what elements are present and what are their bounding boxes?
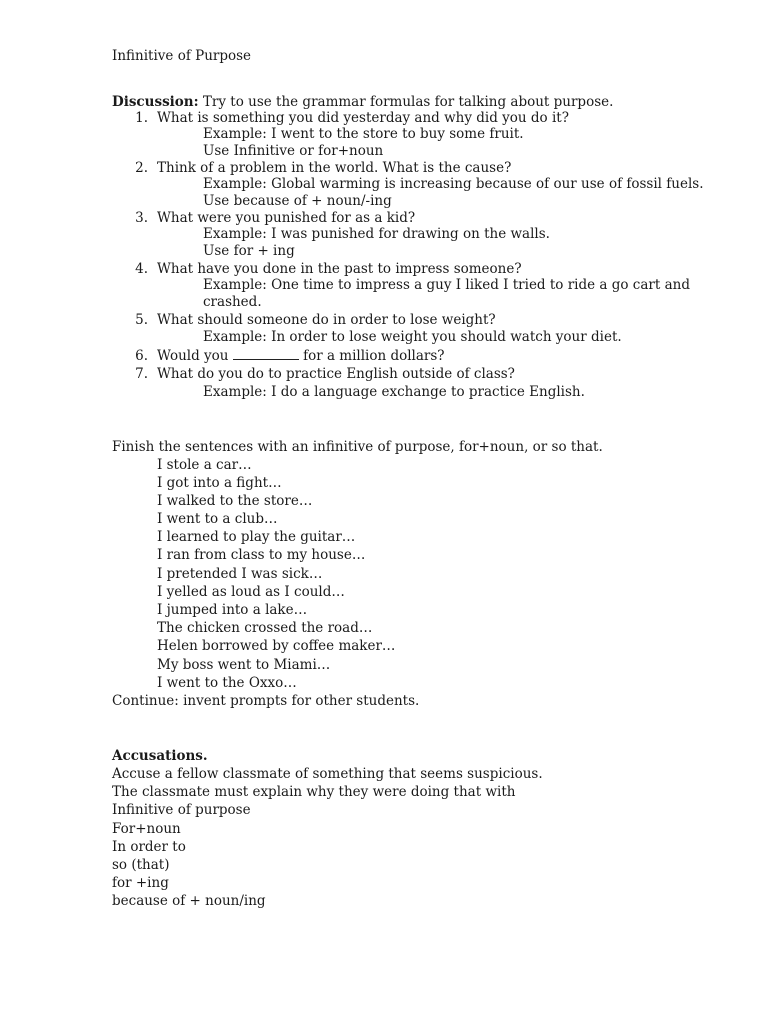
question-note: Use Infinitive or for+noun [203,143,384,159]
accusations-line: In order to [112,839,186,855]
sentence-prompt: I stole a car… [157,457,252,473]
question-text: What do you do to practice English outside of class? [157,366,515,382]
continue-instruction: Continue: invent prompts for other students. [112,693,420,709]
accusations-line: Accuse a fellow classmate of something that seems suspicious. [112,766,543,782]
question-text [157,347,445,365]
question-example: Example: I was punished for drawing on the walls. [203,226,550,242]
question-number: 7. [135,366,148,382]
accusations-heading: Accusations. [112,748,208,764]
question-example: Example: I do a language exchange to practice English. [203,384,585,400]
question-example: Example: In order to lose weight you should watch your diet. [203,329,622,345]
question-text: What were you punished for as a kid? [157,210,416,226]
question-example: Example: I went to the store to buy some fruit. [203,126,524,142]
question-example: Example: One time to impress a guy I liked I tried to ride a go cart and [203,277,690,293]
question-text: What should someone do in order to lose weight? [157,312,496,328]
accusations-line: so (that) [112,857,170,873]
sentence-prompt: I learned to play the guitar… [157,529,356,545]
sentence-prompt: I yelled as loud as I could… [157,584,345,600]
accusations-line: because of + noun/ing [112,893,266,909]
accusations-line: for +ing [112,875,169,891]
question-note: Use for + ing [203,243,295,259]
accusations-line: For+noun [112,821,181,837]
question-note: Use because of + noun/-ing [203,193,392,209]
question-example-cont: crashed. [203,294,262,310]
sentence-prompt: My boss went to Miami… [157,657,331,673]
accusations-line: The classmate must explain why they were doing that with [112,784,516,800]
fill-in-blank [233,347,299,360]
question-number: 2. [135,160,148,176]
sentence-prompt: I jumped into a lake… [157,602,308,618]
sentence-prompt: I walked to the store… [157,493,313,509]
question-number: 3. [135,210,148,226]
sentence-prompt: I went to a club… [157,511,278,527]
question-example: Example: Global warming is increasing because of our use of fossil fuels. [203,176,704,192]
question-number: 1. [135,110,148,126]
discussion-label: Discussion: [112,94,199,110]
sentence-prompt: I got into a fight… [157,475,282,491]
accusations-line: Infinitive of purpose [112,802,251,818]
question-number: 4. [135,261,148,277]
sentence-prompt: I pretended I was sick… [157,566,323,582]
page-title: Infinitive of Purpose [112,48,252,64]
sentence-prompt: The chicken crossed the road… [157,620,373,636]
question-text: Think of a problem in the world. What is the cause? [157,160,512,176]
question-text: What have you done in the past to impress someone? [157,261,522,277]
finish-intro: Finish the sentences with an infinitive of purpose, for+noun, or so that. [112,439,603,455]
sentence-prompt: I ran from class to my house… [157,547,366,563]
question-text-before: Would you [157,348,229,364]
question-number: 5. [135,312,148,328]
question-number: 6. [135,348,148,364]
sentence-prompt: Helen borrowed by coffee maker… [157,638,396,654]
sentence-prompt: I went to the Oxxo… [157,675,297,691]
question-text-after: for a million dollars? [303,348,445,364]
discussion-text: Try to use the grammar formulas for talking about purpose. [202,94,614,110]
question-text: What is something you did yesterday and why did you do it? [157,110,569,126]
